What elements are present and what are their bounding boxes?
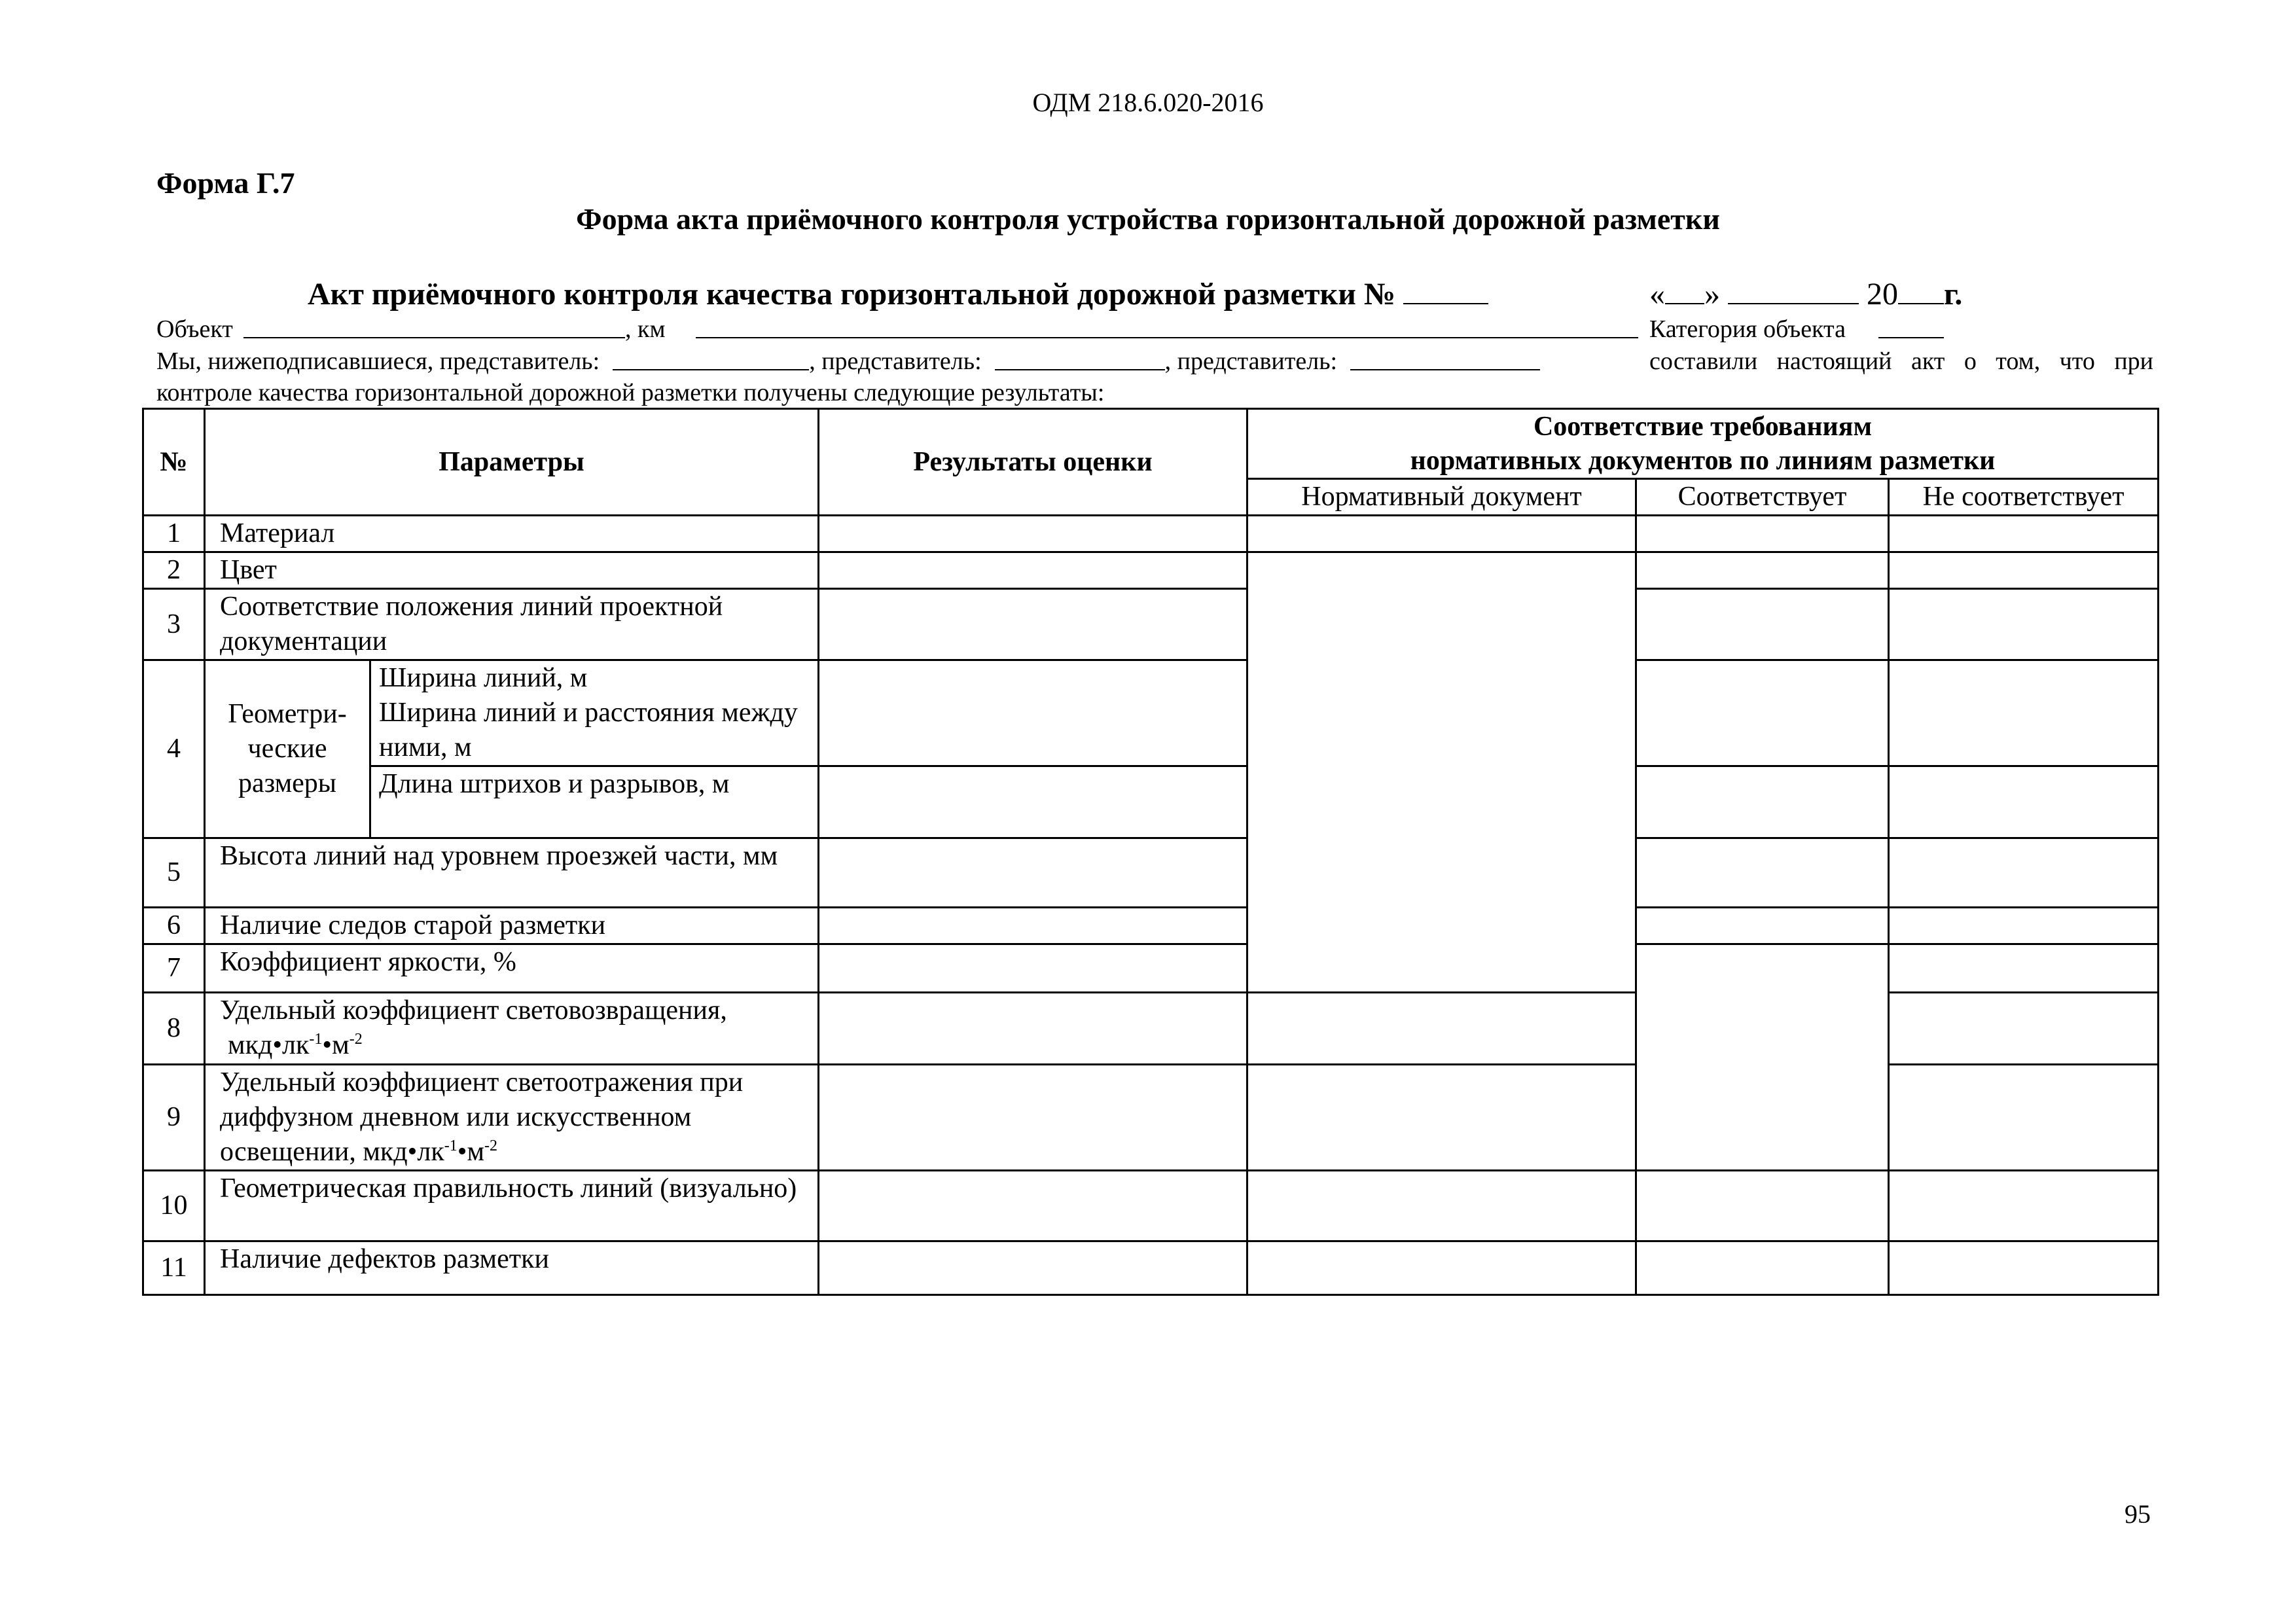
page-number: 95 bbox=[2125, 1499, 2151, 1529]
complies-cell[interactable] bbox=[1889, 944, 2159, 993]
table-row bbox=[143, 766, 2159, 838]
we-prefix: Мы, нижеподписавшиеся, представитель: bbox=[156, 348, 600, 375]
unit-exp1: -1 bbox=[444, 1137, 457, 1154]
rep2-blank bbox=[995, 369, 1165, 370]
result-cell[interactable] bbox=[819, 516, 1247, 552]
not-complies-cell[interactable] bbox=[1889, 838, 2159, 908]
object-blank bbox=[243, 337, 625, 338]
row-number: 6 bbox=[143, 908, 205, 944]
complies-cell[interactable] bbox=[1636, 552, 1889, 589]
act-title bbox=[308, 276, 1488, 312]
table-row bbox=[143, 908, 2159, 944]
table-row bbox=[143, 838, 2159, 908]
col-compliance-header bbox=[1247, 409, 2159, 479]
km-label: , км bbox=[625, 315, 666, 343]
acceptance-table bbox=[142, 408, 2159, 1296]
row-parameter: Геометрическая правильность линий (визуально) bbox=[205, 1171, 819, 1241]
year-blank bbox=[1898, 303, 1944, 304]
date-open-quote: « bbox=[1649, 277, 1665, 312]
row-number: 8 bbox=[143, 993, 205, 1065]
form-number: Форма Г.7 bbox=[156, 166, 295, 200]
unit-mid: •м bbox=[457, 1137, 485, 1167]
results-line: контроле качества горизонтальной дорожной разметки получены следующие результаты: bbox=[156, 379, 1105, 406]
norm-doc-cell[interactable] bbox=[1247, 1241, 1636, 1295]
not-complies-cell[interactable] bbox=[1889, 1065, 2159, 1171]
act-title-text: Акт приёмочного контроля качества горизонтальной дорожной разметки № bbox=[308, 277, 1396, 312]
subparam-line1: Ширина линий, м bbox=[379, 663, 588, 693]
unit-exp2: -2 bbox=[349, 1031, 363, 1048]
norm-doc-cell-merged[interactable] bbox=[1247, 552, 1636, 993]
result-cell[interactable] bbox=[819, 838, 1247, 908]
unit-mid: •м bbox=[322, 1030, 350, 1060]
result-cell[interactable] bbox=[819, 1065, 1247, 1171]
subparam-line2: Ширина линий и расстояния между ними, м bbox=[379, 698, 798, 762]
unit-exp2: -2 bbox=[484, 1137, 498, 1154]
result-cell[interactable] bbox=[819, 1171, 1247, 1241]
complies-cell[interactable] bbox=[1636, 589, 1889, 660]
result-cell[interactable] bbox=[819, 552, 1247, 589]
compliance-header-line2: нормативных документов по линиям разметки bbox=[1410, 446, 1996, 476]
date-close-quote: » bbox=[1704, 277, 1720, 312]
day-blank bbox=[1665, 303, 1704, 304]
complies-cell[interactable] bbox=[1636, 838, 1889, 908]
unit-exp1: -1 bbox=[309, 1031, 323, 1048]
param-text: Удельный коэффициент светоотражения при диффузном дневном или искусственном освещении, мкд•лк bbox=[220, 1067, 744, 1167]
row-number: 5 bbox=[143, 838, 205, 908]
col-results-header: Результаты оценки bbox=[819, 409, 1247, 516]
row-number: 1 bbox=[143, 516, 205, 552]
complies-cell[interactable] bbox=[1636, 516, 1889, 552]
object-label: Объект bbox=[156, 315, 233, 343]
row-parameter: Наличие следов старой разметки bbox=[205, 908, 819, 944]
row-parameter: Высота линий над уровнем проезжей части, мм bbox=[205, 838, 819, 908]
result-cell[interactable] bbox=[819, 993, 1247, 1065]
not-complies-cell[interactable] bbox=[1889, 908, 2159, 944]
year-prefix: 20 bbox=[1867, 277, 1898, 312]
act-number-blank bbox=[1403, 303, 1488, 304]
norm-doc-cell[interactable] bbox=[1247, 516, 1636, 552]
complies-cell[interactable] bbox=[1247, 1065, 1636, 1171]
rep1-blank bbox=[613, 369, 809, 370]
not-complies-cell[interactable] bbox=[1889, 766, 2159, 838]
rep3-blank bbox=[1350, 369, 1540, 370]
we-suffix-text: составили настоящий акт о том, что при bbox=[1649, 348, 2153, 375]
row-parameter: Наличие дефектов разметки bbox=[205, 1241, 819, 1295]
month-blank bbox=[1728, 303, 1859, 304]
rep-label-2: , представитель: bbox=[1164, 348, 1338, 375]
complies-cell[interactable] bbox=[1636, 766, 1889, 838]
norm-doc-cell[interactable] bbox=[1247, 1171, 1636, 1241]
row-parameter bbox=[205, 993, 819, 1065]
table-row bbox=[143, 1171, 2159, 1241]
row-subparameter: Длина штрихов и разрывов, м bbox=[370, 766, 819, 838]
table-row bbox=[143, 552, 2159, 589]
row-parameter: Коэффициент яркости, % bbox=[205, 944, 819, 993]
header-row-1 bbox=[143, 409, 2159, 479]
unit-base: мкд•лк bbox=[228, 1030, 310, 1060]
not-complies-cell[interactable] bbox=[1889, 516, 2159, 552]
table-row bbox=[143, 589, 2159, 660]
not-complies-cell[interactable] bbox=[1889, 1241, 2159, 1295]
row-number: 2 bbox=[143, 552, 205, 589]
row-number: 10 bbox=[143, 1171, 205, 1241]
complies-cell[interactable] bbox=[1636, 1171, 1889, 1241]
signatories-line bbox=[156, 347, 1649, 376]
category-label: Категория объекта bbox=[1649, 315, 1846, 343]
rep-label-1: , представитель: bbox=[809, 348, 982, 375]
norm-doc-cell-merged[interactable] bbox=[1636, 944, 1889, 1171]
row-group-label bbox=[205, 660, 370, 838]
we-suffix bbox=[1649, 347, 2153, 376]
category-blank bbox=[1878, 337, 1944, 338]
col-normdoc-header: Нормативный документ bbox=[1247, 479, 1636, 516]
row-number: 4 bbox=[143, 660, 205, 838]
param-line1: Удельный коэффициент световозвращения, bbox=[220, 995, 727, 1026]
complies-cell[interactable] bbox=[1247, 993, 1636, 1065]
col-notcomplies-header: Не соответствует bbox=[1889, 479, 2159, 516]
not-complies-cell[interactable] bbox=[1889, 552, 2159, 589]
param-line2 bbox=[220, 1028, 803, 1063]
complies-cell[interactable] bbox=[1636, 660, 1889, 766]
group-label-line2: ческие bbox=[247, 734, 327, 764]
act-date bbox=[1649, 276, 1962, 312]
document-code: ОДМ 218.6.020-2016 bbox=[1032, 88, 1264, 117]
row-parameter bbox=[205, 1065, 819, 1171]
table-row bbox=[143, 660, 2159, 766]
complies-cell[interactable] bbox=[1636, 908, 1889, 944]
not-complies-cell[interactable] bbox=[1889, 993, 2159, 1065]
group-label-line3: размеры bbox=[238, 768, 337, 798]
result-cell[interactable] bbox=[819, 660, 1247, 766]
form-title: Форма акта приёмочного контроля устройства горизонтальной дорожной разметки bbox=[576, 202, 1720, 236]
row-parameter: Материал bbox=[205, 516, 819, 552]
row-parameter: Цвет bbox=[205, 552, 819, 589]
row-parameter: Соответствие положения линий проектной документации bbox=[205, 589, 819, 660]
col-num-header: № bbox=[143, 409, 205, 516]
table-row bbox=[143, 1241, 2159, 1295]
not-complies-cell[interactable] bbox=[1889, 1171, 2159, 1241]
result-cell[interactable] bbox=[819, 589, 1247, 660]
table-row bbox=[143, 516, 2159, 552]
complies-cell[interactable] bbox=[1636, 1241, 1889, 1295]
row-number: 11 bbox=[143, 1241, 205, 1295]
result-cell[interactable] bbox=[819, 908, 1247, 944]
group-label-line1: Геометри- bbox=[228, 699, 347, 729]
row-subparameter bbox=[370, 660, 819, 766]
result-cell[interactable] bbox=[819, 944, 1247, 993]
table-row bbox=[143, 944, 2159, 993]
col-params-header: Параметры bbox=[205, 409, 819, 516]
row-number: 9 bbox=[143, 1065, 205, 1171]
year-suffix: г. bbox=[1944, 277, 1963, 312]
row-number: 3 bbox=[143, 589, 205, 660]
not-complies-cell[interactable] bbox=[1889, 660, 2159, 766]
not-complies-cell[interactable] bbox=[1889, 589, 2159, 660]
result-cell[interactable] bbox=[819, 766, 1247, 838]
result-cell[interactable] bbox=[819, 1241, 1247, 1295]
row-number: 7 bbox=[143, 944, 205, 993]
km-blank bbox=[696, 337, 1638, 338]
compliance-header-line1: Соответствие требованиям bbox=[1533, 412, 1873, 442]
col-complies-header: Соответствует bbox=[1636, 479, 1889, 516]
